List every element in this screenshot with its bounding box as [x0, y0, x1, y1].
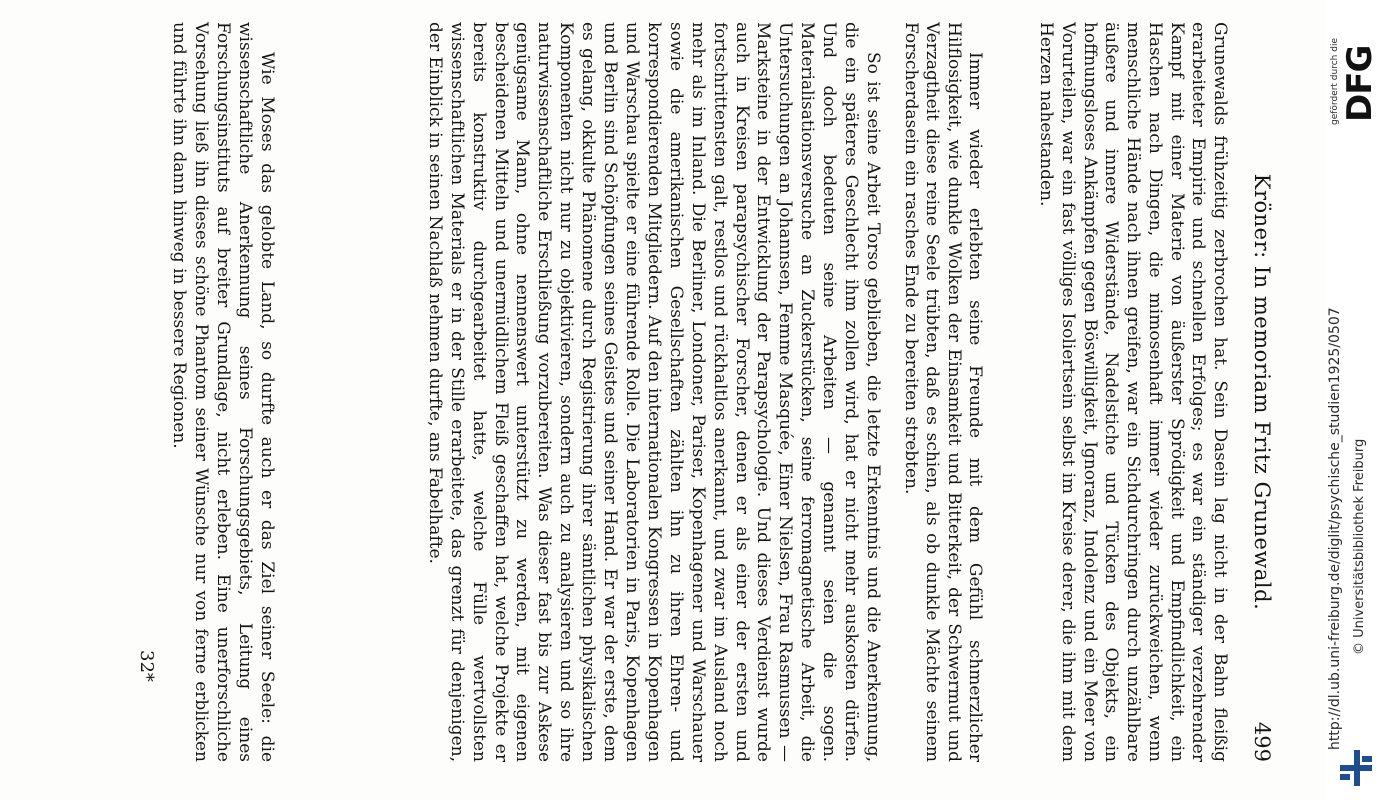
sheet-signature: 32* — [136, 650, 157, 682]
running-header — [1234, 22, 1290, 762]
funded-by-label: gefördert durch die — [1330, 38, 1340, 125]
page-content — [40, 0, 1290, 800]
paragraph-2: Immer wieder erlebten seine Freunde mit dem Gefühl schmerzlicher Hilflosigkeit, wie dunkle Wolken der Einsamkeit und Bitterkeit, der Schwermut und Verzagtheit diese reine Seele trübten, daß es schien, als ob dunkle Mächte seinem Forscherdasein ein rasches Ende zu bereiten strebten. — [900, 22, 985, 762]
copyright-notice: © Universitätsbibliothek Freiburg — [1352, 438, 1367, 655]
dfg-logo-icon: DFG — [1340, 45, 1380, 122]
paragraph-4: Wie Moses das gelobte Land, so durfte auch er das Ziel seiner Seele: die wissenschaftliche Anerkennung seines Forschungsgebiets, Leitung eines Forschungsinstituts auf breiter Grundlage, nicht erleben. Eine unerforschliche Vorsehung ließ ihn dieses schöne Phantom seiner Wünsche nur von ferne erblicken und führte ihn dann hinweg in bessere Regionen. — [169, 22, 277, 762]
source-url-link[interactable]: http://dl.ub.uni-freiburg.de/diglit/psychische_studien1925/0507 — [1327, 307, 1343, 750]
ub-freiburg-logo-icon — [1336, 748, 1376, 788]
running-title: Kröner: In memoriam Fritz Grunewald. — [1250, 173, 1274, 611]
page-number: 499 — [1250, 721, 1274, 762]
digitization-sidebar — [1325, 0, 1381, 800]
paragraph-1: Grunewalds frühzeitig zerbrochen hat. Sein Dasein lag nicht in der Bahn fleißig erarbeiteter Empirie und schnellen Erfolges; es war ein ständiger verzehrender Kampf mit einer Materie von äußerster Sprödigkeit und Empfindlichkeit, ein Haschen nach Dingen, die mimosenhaft immer wieder zurückweichen, wenn menschliche Hände nach ihnen greifen, war ein Sichdurchringen durch unzählbare äußere und innere Widerstände, Nadelstiche und Tücken des Objekts, ein hoffnungsloses Ankämpfen gegen Böswilligkeit, Ignoranz, Indolenz und ein Meer von Vorurteilen, war ein fast völliges Isoliertsein selbst im Kreise derer, die ihm mit dem Herzen nahestanden. — [1036, 22, 1230, 762]
paragraph-3: So ist seine Arbeit Torso geblieben, die letzte Erkenntnis und die Anerkennung, die ein späteres Geschlecht ihm zollen wird, hat er nicht mehr auskosten dürfen. Und doch bedeuten seine Arbeiten — genannt seien die sogen. Materialisationsversuche an Zuckerstücken, seine ferromagnetische Arbeit, die Untersuchungen an Johannsen, Femme Masquée, Einer Nielsen, Frau Rasmussen — Marksteine in der Entwicklung der Parapsychologie. Und dieses Verdienst wurde auch in Kreisen parapsychischer Forscher, denen er als einer der ersten und fortschrittensten galt, restlos und rückhaltlos anerkannt, und zwar im Ausland noch mehr als im Inland. Die Berliner, Londoner, Pariser, Kopenhagener und Warschauer sowie die amerikanischen Gesellschaften zählten ihn zu ihren Ehren- und korrespondierenden Mitgliedern. Auf den internationalen Kongressen in Kopenhagen und Warschau spielte er eine führende Rolle. Die Laboratorien in Paris, Kopenhagen und Berlin sind Schöpfungen seines Geistes und seiner Hand. Er war der erste, dem es gelang, okkulte Phänomene durch Registrierung ihrer sämtlichen physikalischen Komponenten nicht nur zu objektivieren, sondern auch zu analysieren und so ihre naturwissenschaftliche Erschließung vorzubereiten. Was dieser fast bis zur Askese genügsame Mann, ohne nennenswert unterstützt zu werden, mit eigenen bescheidenen Mitteln und unermüdlichem Fleiß geschaffen hat, welche Projekte er bereits konstruktiv durchgearbeitet hatte, welche Fülle wertvollsten wissenschaftlichen Materials er in der Stille erarbeitete, das grenzt für denjenigen, der Einblick in seinen Nachlaß nehmen durfte, ans Fabelhafte. — [424, 22, 883, 762]
sidebar-content — [1325, 0, 1381, 800]
